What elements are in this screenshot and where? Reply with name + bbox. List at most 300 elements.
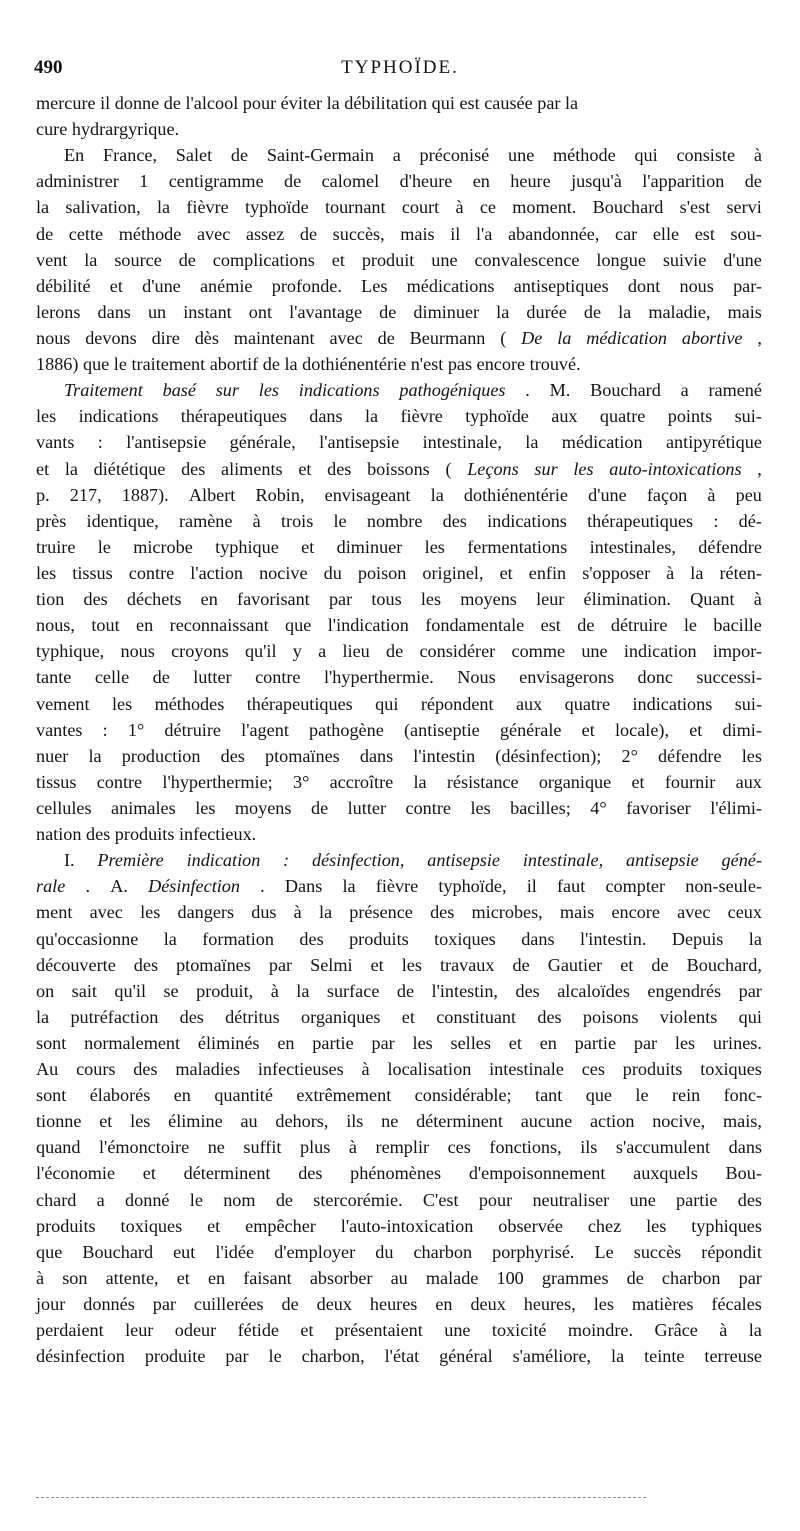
word: croyons	[171, 641, 229, 662]
text-line	[36, 795, 762, 821]
page-number: 490	[34, 57, 63, 78]
word: salivation,	[65, 197, 141, 218]
word: qu'occasionne	[36, 928, 139, 949]
word: nuer	[36, 745, 69, 766]
word: et	[499, 562, 513, 583]
word: profonde.	[271, 275, 342, 296]
word: lutter	[193, 667, 232, 688]
word: stercorémie.	[313, 1189, 403, 1210]
word: l'antisepsie	[319, 432, 400, 453]
word: neutraliser	[532, 1189, 610, 1210]
word: nous,	[36, 615, 75, 636]
word: avec	[89, 902, 123, 923]
text-line	[36, 456, 762, 482]
word: animales	[111, 797, 176, 818]
word: défendre	[657, 745, 722, 766]
text-line	[36, 1134, 762, 1160]
text-line	[36, 560, 762, 586]
word: il	[450, 223, 461, 244]
word: nation des produits infectieux.	[36, 824, 257, 845]
word: d'employer	[274, 1241, 356, 1262]
word: poison	[357, 562, 407, 583]
word: pour	[478, 1189, 513, 1210]
italic-word: la	[557, 327, 572, 348]
word: mais	[559, 902, 595, 923]
word: de	[152, 667, 170, 688]
word: aliments	[221, 458, 283, 479]
word: maladies	[175, 1059, 241, 1080]
word: 217,	[69, 484, 102, 505]
word: la	[318, 902, 333, 923]
word: les	[646, 1215, 667, 1236]
word: et	[99, 1111, 113, 1132]
text-line	[36, 899, 762, 925]
word: Bouchard	[592, 197, 664, 218]
word: vent	[36, 249, 68, 270]
text-line	[36, 717, 762, 743]
word: quatre	[599, 406, 646, 427]
word: organique	[538, 771, 612, 792]
text-line	[36, 325, 762, 351]
word: l'auto-intoxication	[340, 1215, 474, 1236]
word: de	[275, 1189, 293, 1210]
word: et	[300, 1320, 314, 1341]
text-line	[36, 743, 762, 769]
word: malade	[425, 1267, 479, 1288]
word: 1886) que le traitement abortif de la dothiénentérie n'est pas encore trouvé.	[36, 354, 581, 375]
word: considérable;	[414, 1085, 512, 1106]
word: l'état	[384, 1346, 420, 1367]
word: la	[84, 249, 98, 270]
word: ont	[248, 301, 273, 322]
word: de	[626, 1267, 644, 1288]
word: servi	[726, 197, 762, 218]
word: fonctions,	[489, 1137, 562, 1158]
word: à	[36, 1267, 45, 1288]
text-line	[36, 403, 762, 429]
word: contre	[96, 771, 143, 792]
word: le	[97, 536, 111, 557]
word: tissus	[36, 771, 77, 792]
italic-word: sur	[215, 380, 239, 401]
word: a	[318, 641, 327, 662]
word: l'apparition	[642, 171, 725, 192]
word: les	[195, 797, 216, 818]
text-line	[36, 612, 762, 638]
word: non-seule-	[685, 876, 762, 897]
word: odeur	[174, 1320, 217, 1341]
italic-word: auto-intoxications	[609, 458, 742, 479]
word: de	[310, 797, 329, 818]
word: cette	[68, 223, 104, 244]
word: teinte	[644, 1346, 685, 1367]
word: charbon,	[301, 1346, 365, 1367]
word: partie	[676, 1189, 718, 1210]
word: dus	[251, 902, 277, 923]
word: dangers	[177, 902, 235, 923]
word: d'une	[588, 484, 627, 505]
word: toxiques	[434, 928, 496, 949]
footer-rule	[36, 1497, 646, 1498]
word: ramené	[708, 380, 762, 401]
word: déterminent	[416, 1111, 503, 1132]
word: selles	[450, 1032, 491, 1053]
word: d'une	[142, 275, 181, 296]
text-line	[36, 1239, 762, 1265]
word: des	[133, 954, 159, 975]
text-line	[36, 273, 762, 299]
word: en	[200, 589, 218, 610]
word: par	[738, 980, 762, 1001]
word: dans	[309, 406, 343, 427]
word: s'accumulent	[615, 1137, 711, 1158]
italic-word: les	[573, 458, 594, 479]
word: heure	[510, 171, 551, 192]
word: partie	[574, 1032, 617, 1053]
word: présentaient	[334, 1320, 423, 1341]
word: toxiques	[700, 1059, 762, 1080]
word: court	[401, 197, 440, 218]
word: jusqu'à	[571, 171, 622, 192]
word: remplir	[375, 1137, 430, 1158]
word: produit,	[196, 980, 254, 1001]
word: A.	[110, 876, 128, 897]
text-line	[36, 1056, 762, 1082]
word: et	[301, 536, 315, 557]
word: source	[114, 249, 162, 270]
word: antipyrétique	[665, 432, 762, 453]
word: dans	[521, 928, 555, 949]
word: des	[537, 1006, 562, 1027]
word: à	[293, 902, 302, 923]
word: et	[207, 1215, 221, 1236]
word: méthode	[118, 223, 182, 244]
word: des	[181, 458, 206, 479]
word: éliminés	[197, 1032, 260, 1053]
word: la	[36, 197, 50, 218]
word: la	[430, 484, 444, 505]
word: lerons	[36, 301, 81, 322]
word: durée	[526, 301, 567, 322]
word: ptomaïnes	[176, 954, 251, 975]
word: médication	[561, 432, 643, 453]
word: par-	[733, 275, 762, 296]
italic-word: Première	[97, 850, 164, 871]
word: de	[577, 615, 595, 636]
word: 1	[139, 171, 149, 192]
word: une	[508, 145, 535, 166]
italic-word: indications	[298, 380, 380, 401]
word: phénomènes	[350, 1163, 442, 1184]
word: l'idée	[215, 1241, 255, 1262]
word: nocive,	[652, 1111, 706, 1132]
italic-word: intestinale,	[522, 850, 604, 871]
word: aucune	[520, 1111, 573, 1132]
word: déterminent	[183, 1163, 271, 1184]
word: indications	[78, 406, 159, 427]
word: dans	[728, 1137, 762, 1158]
word: l'émonctoire	[99, 1137, 190, 1158]
text-line	[36, 769, 762, 795]
word: diminuer	[413, 301, 480, 322]
word: antiseptiques	[513, 275, 609, 296]
word: moment.	[512, 197, 577, 218]
word: désinfection	[36, 1346, 125, 1367]
italic-word: :	[283, 850, 290, 871]
word: dès	[194, 327, 219, 348]
word: cours	[76, 1059, 116, 1080]
word: l'intestin,	[431, 980, 498, 1001]
word: on	[36, 980, 55, 1001]
word: un	[147, 301, 167, 322]
word: l'a	[475, 223, 493, 244]
word: (	[500, 327, 507, 348]
word: identique,	[86, 510, 159, 531]
word: intestinale	[489, 1059, 564, 1080]
italic-word: rale	[36, 876, 66, 897]
word: lieu	[342, 641, 370, 662]
word: à	[753, 589, 762, 610]
text-line	[36, 638, 762, 664]
text-line	[36, 1030, 762, 1056]
word: avec	[196, 223, 231, 244]
word: des	[133, 1059, 158, 1080]
word: favorisant	[237, 589, 310, 610]
word: intestinale,	[422, 432, 502, 453]
word: s'est	[679, 197, 711, 218]
word: l'indication	[327, 615, 409, 636]
word: sui-	[734, 406, 762, 427]
word: violents	[659, 1006, 718, 1027]
word: succès,	[332, 223, 385, 244]
word: encore	[611, 902, 660, 923]
word: de	[651, 954, 669, 975]
word: des	[298, 1163, 323, 1184]
word: En	[64, 145, 85, 166]
text-line	[36, 168, 762, 194]
word: qui	[738, 1006, 762, 1027]
italic-word: basé	[162, 380, 196, 401]
word: tournant	[324, 197, 386, 218]
word: Depuis	[671, 928, 724, 949]
word: celle	[94, 667, 130, 688]
word: la	[525, 432, 539, 453]
word: tionne	[36, 1111, 82, 1132]
word: des	[299, 928, 324, 949]
word: a	[392, 145, 401, 166]
word: locale),	[614, 719, 670, 740]
word: ment	[36, 902, 73, 923]
word: calomel	[321, 171, 380, 192]
italic-word: abortive	[681, 327, 743, 348]
word: le	[635, 1085, 649, 1106]
word: administrer	[36, 171, 119, 192]
word: moyens	[460, 589, 517, 610]
word: s'opposer	[582, 562, 651, 583]
text-line	[36, 299, 762, 325]
text-line	[36, 873, 762, 899]
word: typhoïde,	[438, 876, 507, 897]
text-line	[36, 1187, 762, 1213]
word: dothiénentérie	[463, 484, 568, 505]
word: les	[470, 797, 491, 818]
word: avec	[677, 902, 711, 923]
word: répondit	[701, 1241, 762, 1262]
word: le	[683, 615, 697, 636]
word: indications	[487, 510, 567, 531]
word: intestinales,	[589, 536, 676, 557]
word: et	[142, 1163, 156, 1184]
word: contre	[405, 797, 451, 818]
word: ramène	[178, 510, 233, 531]
word: est	[540, 615, 561, 636]
word: la	[690, 562, 704, 583]
word: p.	[36, 484, 50, 505]
word: organiques	[301, 1006, 381, 1027]
word: observée	[498, 1215, 563, 1236]
word: matières	[631, 1294, 694, 1315]
word: impor-	[712, 641, 762, 662]
word: .	[85, 876, 91, 897]
text-line	[36, 116, 762, 142]
word: et	[176, 1267, 190, 1288]
word: ils	[580, 1137, 598, 1158]
text-line	[36, 351, 762, 377]
word: des	[442, 510, 467, 531]
word: 2°	[621, 745, 638, 766]
word: dé-	[738, 510, 762, 531]
word: abandonnée,	[507, 223, 600, 244]
word: .	[260, 876, 265, 897]
word: thérapeutiques	[246, 693, 353, 714]
text-line	[36, 429, 762, 455]
word: succès	[633, 1241, 682, 1262]
text-line	[36, 1265, 762, 1291]
word: qui	[375, 693, 399, 714]
word: fermentations	[467, 536, 568, 557]
word: car	[615, 223, 638, 244]
word: diminuer	[336, 536, 403, 557]
italic-word: désinfection,	[312, 850, 405, 871]
word: jour	[36, 1294, 66, 1315]
word: Selmi	[310, 954, 353, 975]
word: s'améliore,	[512, 1346, 592, 1367]
word: cure hydrargyrique.	[36, 119, 180, 140]
word: ces	[581, 1059, 605, 1080]
word: 1887).	[121, 484, 169, 505]
word: truire	[36, 536, 76, 557]
word: Nous	[457, 667, 496, 688]
word: les	[741, 745, 762, 766]
word: une	[629, 1189, 656, 1210]
word: assez	[245, 223, 285, 244]
word: Saint-Germain	[266, 145, 374, 166]
word: vement	[36, 693, 90, 714]
italic-word: médication	[586, 327, 668, 348]
word: comme	[511, 641, 566, 662]
word: par	[371, 1032, 395, 1053]
word: ,	[757, 458, 762, 479]
word: la	[748, 1320, 762, 1341]
word: les	[130, 1111, 151, 1132]
word: et	[370, 954, 384, 975]
word: nous	[679, 275, 714, 296]
word: en	[207, 1267, 226, 1288]
word: donc	[637, 667, 673, 688]
word: des	[515, 980, 540, 1001]
word: surface	[326, 980, 380, 1001]
word: Albert	[188, 484, 236, 505]
word: l'avantage	[289, 301, 363, 322]
word: poisons	[582, 1006, 639, 1027]
word: fonc-	[723, 1085, 762, 1106]
word: Les	[361, 275, 388, 296]
word: des	[83, 589, 108, 610]
word: à	[719, 1320, 728, 1341]
word: de	[178, 249, 196, 270]
text-line	[36, 664, 762, 690]
word: reconnaissant	[169, 615, 269, 636]
word: moindre.	[567, 1320, 634, 1341]
word: la	[342, 876, 356, 897]
word: chez	[587, 1215, 622, 1236]
italic-word: Leçons	[467, 458, 519, 479]
word: réten-	[719, 562, 762, 583]
word: les	[674, 1032, 696, 1053]
word: constituant	[436, 1006, 517, 1027]
word: de	[512, 954, 530, 975]
word: tous	[371, 589, 402, 610]
word: et	[401, 1006, 415, 1027]
word: Bouchard,	[686, 954, 762, 975]
word: envisagerons	[519, 667, 615, 688]
word: façon	[646, 484, 688, 505]
word: avec	[329, 327, 363, 348]
word: maintenant	[233, 327, 315, 348]
word: au	[390, 1267, 408, 1288]
word: qu'il	[114, 980, 146, 1001]
word: indication	[623, 641, 697, 662]
word: (	[445, 458, 452, 479]
word: tant	[535, 1085, 563, 1106]
word: mercure il donne de l'alcool pour éviter la débilitation qui est causée par la	[36, 93, 579, 113]
word: nocive	[259, 562, 308, 583]
word: empêcher	[245, 1215, 316, 1236]
word: l'économie	[36, 1163, 116, 1184]
text-line	[36, 1082, 762, 1108]
word: générale	[499, 719, 562, 740]
word: une	[444, 1320, 471, 1341]
word: thérapeutiques	[587, 510, 694, 531]
word: contre	[255, 667, 301, 688]
word: typhiques	[691, 1215, 762, 1236]
word: convalescence	[474, 249, 580, 270]
word: une	[581, 641, 608, 662]
word: de	[377, 327, 395, 348]
word: devons	[85, 327, 137, 348]
word: de	[230, 145, 249, 166]
word: leur	[536, 589, 565, 610]
word: d'empoisonnement	[468, 1163, 606, 1184]
word: putréfaction	[70, 1006, 159, 1027]
word: ils	[346, 1111, 364, 1132]
word: chard	[36, 1189, 77, 1210]
word: présence	[349, 902, 413, 923]
text-line	[36, 377, 762, 403]
word: Au	[36, 1059, 59, 1080]
text-line	[36, 482, 762, 508]
word: I.	[64, 850, 75, 871]
